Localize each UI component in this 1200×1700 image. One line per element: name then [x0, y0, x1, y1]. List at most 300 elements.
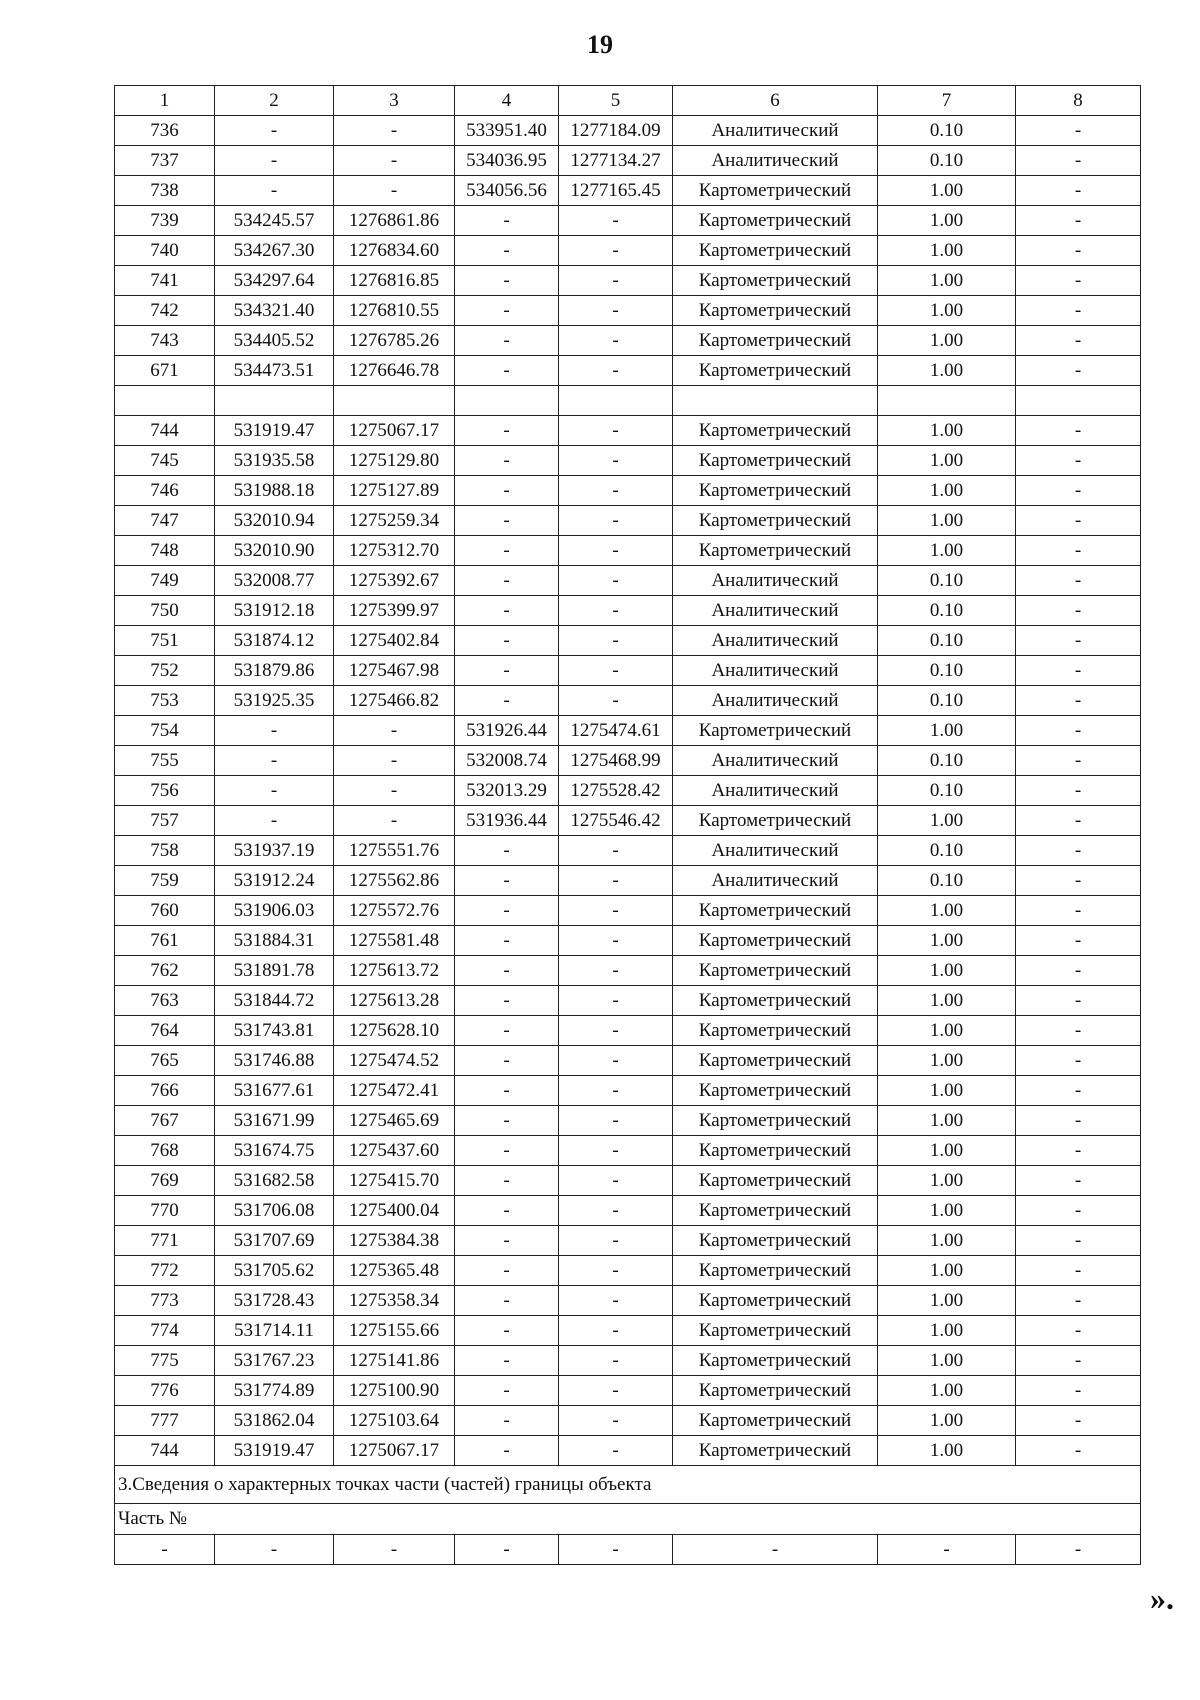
table-cell: - — [559, 926, 673, 956]
table-cell: 0.10 — [878, 566, 1016, 596]
table-row — [115, 806, 1141, 836]
table-cell: - — [559, 836, 673, 866]
table-cell: - — [1016, 536, 1141, 566]
table-cell: 531988.18 — [215, 476, 334, 506]
table-cell: 531706.08 — [215, 1196, 334, 1226]
table-cell: - — [455, 1316, 559, 1346]
table-cell: 531926.44 — [455, 716, 559, 746]
table-cell: Картометрический — [673, 476, 878, 506]
table-row — [115, 1196, 1141, 1226]
table-cell: Картометрический — [673, 506, 878, 536]
table-cell: - — [1016, 656, 1141, 686]
table-cell: Картометрический — [673, 1136, 878, 1166]
table-cell: - — [334, 176, 455, 206]
table-row — [115, 926, 1141, 956]
table-cell: 748 — [115, 536, 215, 566]
table-cell: - — [455, 566, 559, 596]
table-cell: 1.00 — [878, 236, 1016, 266]
table-cell: Картометрический — [673, 926, 878, 956]
table-cell: 1276861.86 — [334, 206, 455, 236]
table-cell: 767 — [115, 1106, 215, 1136]
table-cell: - — [334, 716, 455, 746]
table-cell: Аналитический — [673, 746, 878, 776]
table-cell: - — [455, 296, 559, 326]
table-cell: - — [215, 806, 334, 836]
table-cell: Аналитический — [673, 656, 878, 686]
table-row — [115, 1286, 1141, 1316]
table-cell: 1.00 — [878, 1286, 1016, 1316]
table-cell: - — [455, 596, 559, 626]
table-cell: 1275358.34 — [334, 1286, 455, 1316]
table-cell: 531912.18 — [215, 596, 334, 626]
table-row — [115, 1346, 1141, 1376]
table-cell: Картометрический — [673, 1376, 878, 1406]
table-cell: 761 — [115, 926, 215, 956]
table-cell: - — [455, 836, 559, 866]
table-cell: - — [1016, 206, 1141, 236]
table-cell: 1275613.72 — [334, 956, 455, 986]
table-cell: 7 — [878, 86, 1016, 116]
table-cell: 1275474.52 — [334, 1046, 455, 1076]
table-cell: - — [1016, 1016, 1141, 1046]
table-cell: Аналитический — [673, 596, 878, 626]
table-cell: 534321.40 — [215, 296, 334, 326]
table-cell: 1275562.86 — [334, 866, 455, 896]
table-cell: 0.10 — [878, 146, 1016, 176]
table-cell: - — [1016, 176, 1141, 206]
table-cell: 1.00 — [878, 986, 1016, 1016]
table-row — [115, 446, 1141, 476]
table-cell: Картометрический — [673, 1016, 878, 1046]
table-cell: 1.00 — [878, 1016, 1016, 1046]
table-row — [115, 1046, 1141, 1076]
table-cell: - — [559, 596, 673, 626]
table-cell: Картометрический — [673, 806, 878, 836]
table-cell: 759 — [115, 866, 215, 896]
table-cell: 1275465.69 — [334, 1106, 455, 1136]
table-cell: 1.00 — [878, 716, 1016, 746]
table-cell: 764 — [115, 1016, 215, 1046]
table-row — [115, 716, 1141, 746]
table-cell: - — [673, 1535, 878, 1565]
table-cell: 0.10 — [878, 836, 1016, 866]
table-cell: 1277134.27 — [559, 146, 673, 176]
table-cell: 747 — [115, 506, 215, 536]
table-row — [115, 1076, 1141, 1106]
table-cell: Картометрический — [673, 1316, 878, 1346]
table-cell: - — [559, 656, 673, 686]
table-cell: - — [559, 206, 673, 236]
table-cell: - — [1016, 266, 1141, 296]
table-cell: 1275415.70 — [334, 1166, 455, 1196]
table-cell — [115, 386, 215, 416]
table-cell: 1.00 — [878, 536, 1016, 566]
table-cell: 744 — [115, 416, 215, 446]
table-cell: - — [334, 776, 455, 806]
closing-quote: ». — [1150, 1580, 1174, 1616]
table-cell: 751 — [115, 626, 215, 656]
table-cell: - — [1016, 446, 1141, 476]
table-cell: - — [215, 1535, 334, 1565]
table-cell: 1.00 — [878, 1436, 1016, 1466]
table-cell: - — [1016, 566, 1141, 596]
table-cell: 1275100.90 — [334, 1376, 455, 1406]
table-cell: - — [559, 536, 673, 566]
table-cell: - — [455, 686, 559, 716]
table-cell: - — [1016, 1076, 1141, 1106]
table-cell: Картометрический — [673, 1256, 878, 1286]
table-cell: Картометрический — [673, 236, 878, 266]
table-cell: 0.10 — [878, 686, 1016, 716]
table-cell: 1.00 — [878, 476, 1016, 506]
table-cell: Аналитический — [673, 866, 878, 896]
table-cell: 772 — [115, 1256, 215, 1286]
table-cell: 1.00 — [878, 1346, 1016, 1376]
table-row — [115, 596, 1141, 626]
table-cell: 531844.72 — [215, 986, 334, 1016]
table-cell: 1275474.61 — [559, 716, 673, 746]
table-cell: - — [455, 326, 559, 356]
table-cell: - — [559, 1535, 673, 1565]
table-cell: - — [455, 1226, 559, 1256]
table-cell: 1275437.60 — [334, 1136, 455, 1166]
table-cell: 1275402.84 — [334, 626, 455, 656]
table-cell: - — [1016, 1046, 1141, 1076]
table-cell: 777 — [115, 1406, 215, 1436]
table-cell: 1275628.10 — [334, 1016, 455, 1046]
table-cell: - — [455, 866, 559, 896]
table-cell: 753 — [115, 686, 215, 716]
table-cell: - — [559, 1076, 673, 1106]
table-row — [115, 506, 1141, 536]
table-cell: 534245.57 — [215, 206, 334, 236]
table-cell: 1.00 — [878, 266, 1016, 296]
table-row — [115, 836, 1141, 866]
table-cell: 758 — [115, 836, 215, 866]
table-cell: Картометрический — [673, 986, 878, 1016]
table-cell: - — [1016, 716, 1141, 746]
table-row — [115, 296, 1141, 326]
table-cell: - — [1016, 326, 1141, 356]
table-cell: - — [878, 1535, 1016, 1565]
table-cell: 531743.81 — [215, 1016, 334, 1046]
table-cell: - — [559, 236, 673, 266]
table-cell — [215, 386, 334, 416]
table-cell: - — [559, 896, 673, 926]
table-cell: Картометрический — [673, 266, 878, 296]
table-cell: - — [334, 746, 455, 776]
table-cell: - — [559, 1106, 673, 1136]
table-row — [115, 896, 1141, 926]
table-cell: 750 — [115, 596, 215, 626]
table-cell: 744 — [115, 1436, 215, 1466]
table-cell: 771 — [115, 1226, 215, 1256]
table-cell: - — [1016, 1535, 1141, 1565]
table-cell: - — [334, 146, 455, 176]
table-cell: Картометрический — [673, 1106, 878, 1136]
table-cell: 532008.74 — [455, 746, 559, 776]
table-cell: Картометрический — [673, 1196, 878, 1226]
table-row — [115, 386, 1141, 416]
table-cell: 757 — [115, 806, 215, 836]
table-cell: 1276816.85 — [334, 266, 455, 296]
table-row — [115, 1016, 1141, 1046]
table-cell: - — [455, 1286, 559, 1316]
table-cell: 1276810.55 — [334, 296, 455, 326]
table-cell: Картометрический — [673, 1286, 878, 1316]
table-cell: Картометрический — [673, 1046, 878, 1076]
table-cell: - — [1016, 686, 1141, 716]
table-row — [115, 476, 1141, 506]
table-row — [115, 416, 1141, 446]
table-row — [115, 176, 1141, 206]
table-cell: - — [455, 1376, 559, 1406]
table-cell: - — [455, 536, 559, 566]
table-header-row — [115, 86, 1141, 116]
table-cell: - — [1016, 776, 1141, 806]
table-cell: 1.00 — [878, 446, 1016, 476]
table-row — [115, 1376, 1141, 1406]
table-cell: 1275551.76 — [334, 836, 455, 866]
table-cell: - — [455, 986, 559, 1016]
table-cell: 1.00 — [878, 896, 1016, 926]
table-cell: - — [455, 206, 559, 236]
table-cell: 1.00 — [878, 1106, 1016, 1136]
table-cell: - — [559, 416, 673, 446]
table-cell: - — [559, 986, 673, 1016]
table-cell: - — [455, 1346, 559, 1376]
table-cell: 1276834.60 — [334, 236, 455, 266]
table-row — [115, 986, 1141, 1016]
table-cell: 1.00 — [878, 1136, 1016, 1166]
table-cell: 745 — [115, 446, 215, 476]
table-cell: 1275400.04 — [334, 1196, 455, 1226]
table-cell: 774 — [115, 1316, 215, 1346]
table-row — [115, 686, 1141, 716]
section-title-row — [115, 1466, 1141, 1504]
table-cell: Аналитический — [673, 836, 878, 866]
table-cell: 532008.77 — [215, 566, 334, 596]
table-cell: 531874.12 — [215, 626, 334, 656]
table-row — [115, 536, 1141, 566]
table-cell: - — [455, 956, 559, 986]
table-cell: 1.00 — [878, 356, 1016, 386]
table-cell: 6 — [673, 86, 878, 116]
table-cell: 1277184.09 — [559, 116, 673, 146]
table-row — [115, 746, 1141, 776]
table-cell: 743 — [115, 326, 215, 356]
table-cell: Картометрический — [673, 1406, 878, 1436]
table-cell: 0.10 — [878, 746, 1016, 776]
coordinates-table-body — [115, 86, 1141, 1565]
table-cell: - — [334, 806, 455, 836]
table-cell: - — [1016, 1106, 1141, 1136]
table-cell: 0.10 — [878, 116, 1016, 146]
table-row — [115, 866, 1141, 896]
table-cell: 1275155.66 — [334, 1316, 455, 1346]
table-cell: - — [559, 476, 673, 506]
table-cell: - — [455, 1535, 559, 1565]
table-cell: - — [1016, 1376, 1141, 1406]
part-label: Часть № — [115, 1504, 1141, 1535]
table-cell: - — [559, 1196, 673, 1226]
table-cell: 532010.94 — [215, 506, 334, 536]
table-cell: - — [559, 626, 673, 656]
table-cell: - — [1016, 506, 1141, 536]
table-cell: 742 — [115, 296, 215, 326]
table-cell: - — [559, 1406, 673, 1436]
table-cell: - — [559, 686, 673, 716]
table-cell: 754 — [115, 716, 215, 746]
table-cell: Картометрический — [673, 356, 878, 386]
table-row — [115, 1226, 1141, 1256]
table-cell: - — [559, 266, 673, 296]
table-row — [115, 236, 1141, 266]
table-cell: - — [559, 866, 673, 896]
table-cell: 0.10 — [878, 626, 1016, 656]
table-cell: - — [215, 116, 334, 146]
table-cell: 534405.52 — [215, 326, 334, 356]
table-cell: 531919.47 — [215, 416, 334, 446]
table-cell: Аналитический — [673, 116, 878, 146]
table-cell: 1275141.86 — [334, 1346, 455, 1376]
table-cell: - — [1016, 746, 1141, 776]
table-cell: 1275067.17 — [334, 416, 455, 446]
table-cell: - — [1016, 1196, 1141, 1226]
table-cell: - — [1016, 1226, 1141, 1256]
section-title: 3.Сведения о характерных точках части (частей) границы объекта — [115, 1466, 1141, 1504]
table-cell: 1275384.38 — [334, 1226, 455, 1256]
table-cell: - — [1016, 1286, 1141, 1316]
table-cell: 775 — [115, 1346, 215, 1376]
part-label-row — [115, 1504, 1141, 1535]
table-cell: 1275312.70 — [334, 536, 455, 566]
table-cell: - — [559, 1166, 673, 1196]
table-cell: 1275613.28 — [334, 986, 455, 1016]
table-cell: 1.00 — [878, 1196, 1016, 1226]
table-cell: - — [559, 1346, 673, 1376]
table-cell: 1.00 — [878, 326, 1016, 356]
table-cell: Картометрический — [673, 1076, 878, 1106]
table-cell: 773 — [115, 1286, 215, 1316]
table-cell: - — [1016, 806, 1141, 836]
table-cell — [673, 386, 878, 416]
table-cell: - — [1016, 896, 1141, 926]
table-cell: 531925.35 — [215, 686, 334, 716]
table-cell: - — [1016, 866, 1141, 896]
table-cell: - — [559, 1046, 673, 1076]
table-cell: 531682.58 — [215, 1166, 334, 1196]
table-cell: - — [559, 566, 673, 596]
table-cell: - — [334, 116, 455, 146]
table-cell: 765 — [115, 1046, 215, 1076]
table-cell: - — [215, 716, 334, 746]
table-cell: 770 — [115, 1196, 215, 1226]
table-cell: Картометрический — [673, 296, 878, 326]
table-cell: 0.10 — [878, 776, 1016, 806]
table-cell: Картометрический — [673, 206, 878, 236]
table-cell: 1.00 — [878, 506, 1016, 536]
table-cell: 760 — [115, 896, 215, 926]
table-cell: 1277165.45 — [559, 176, 673, 206]
table-cell: 531728.43 — [215, 1286, 334, 1316]
table-cell: 532013.29 — [455, 776, 559, 806]
table-cell: 534473.51 — [215, 356, 334, 386]
table-row — [115, 1106, 1141, 1136]
table-cell: 1.00 — [878, 1376, 1016, 1406]
table-cell: Картометрический — [673, 956, 878, 986]
table-cell: 1276646.78 — [334, 356, 455, 386]
table-row — [115, 1316, 1141, 1346]
table-cell: - — [455, 1406, 559, 1436]
table-cell: Картометрический — [673, 416, 878, 446]
table-cell: - — [1016, 1436, 1141, 1466]
table-cell: - — [1016, 236, 1141, 266]
table-cell: 1.00 — [878, 296, 1016, 326]
table-cell: 763 — [115, 986, 215, 1016]
table-cell: 531671.99 — [215, 1106, 334, 1136]
table-cell: 531746.88 — [215, 1046, 334, 1076]
table-cell: - — [455, 266, 559, 296]
table-cell: 531705.62 — [215, 1256, 334, 1286]
table-cell: 739 — [115, 206, 215, 236]
table-cell: - — [455, 1016, 559, 1046]
table-cell: 1.00 — [878, 1166, 1016, 1196]
table-cell: - — [559, 296, 673, 326]
table-cell: 738 — [115, 176, 215, 206]
table-cell: - — [455, 1046, 559, 1076]
table-cell: Картометрический — [673, 536, 878, 566]
table-cell: Картометрический — [673, 1166, 878, 1196]
table-cell: 8 — [1016, 86, 1141, 116]
table-cell: 756 — [115, 776, 215, 806]
table-cell: 1 — [115, 86, 215, 116]
table-cell: 531674.75 — [215, 1136, 334, 1166]
table-cell: - — [455, 926, 559, 956]
table-cell: 1275467.98 — [334, 656, 455, 686]
table-cell: - — [455, 896, 559, 926]
table-cell: Картометрический — [673, 1226, 878, 1256]
table-cell: - — [1016, 116, 1141, 146]
table-cell: 531862.04 — [215, 1406, 334, 1436]
table-cell: 1.00 — [878, 1046, 1016, 1076]
table-cell: Аналитический — [673, 566, 878, 596]
table-cell: 0.10 — [878, 596, 1016, 626]
table-cell: 1275399.97 — [334, 596, 455, 626]
table-cell: - — [1016, 836, 1141, 866]
table-cell: 531935.58 — [215, 446, 334, 476]
table-cell: 531919.47 — [215, 1436, 334, 1466]
table-cell: 1.00 — [878, 956, 1016, 986]
table-cell: - — [1016, 986, 1141, 1016]
table-cell: 534056.56 — [455, 176, 559, 206]
table-cell: 531677.61 — [215, 1076, 334, 1106]
table-cell: 1275546.42 — [559, 806, 673, 836]
table-cell: - — [215, 746, 334, 776]
table-cell: 1.00 — [878, 1406, 1016, 1436]
table-cell: 1.00 — [878, 416, 1016, 446]
table-cell: - — [559, 1256, 673, 1286]
table-cell: - — [1016, 626, 1141, 656]
table-cell: 4 — [455, 86, 559, 116]
table-cell: - — [1016, 1346, 1141, 1376]
table-row — [115, 1166, 1141, 1196]
table-row — [115, 566, 1141, 596]
table-cell: 5 — [559, 86, 673, 116]
page-number: 19 — [587, 30, 613, 59]
table-row — [115, 116, 1141, 146]
table-cell: - — [215, 176, 334, 206]
